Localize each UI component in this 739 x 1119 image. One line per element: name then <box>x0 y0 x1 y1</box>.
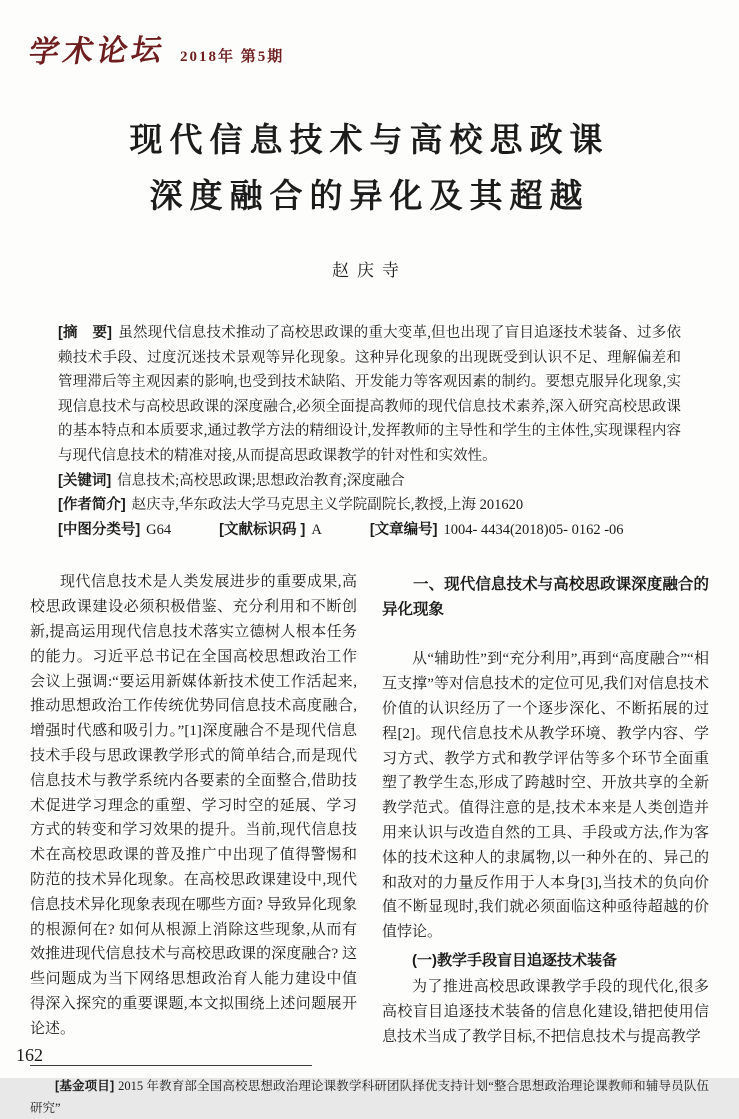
article-number-value: 1004- 4434(2018)05- 0162 -06 <box>443 521 624 538</box>
author-bio-text: 赵庆寺,华东政法大学马克思主义学院副院长,教授,上海 201620 <box>131 497 524 514</box>
right-column <box>382 570 709 1049</box>
section-heading-1: 一、现代信息技术与高校思政课深度融合的异化现象 <box>382 576 709 619</box>
section-1-paragraph: 从“辅助性”到“充分利用”,再到“高度融合”“相互支撑”等对信息技术的定位可见,我们对信息技术价值的认识经历了一个逐步深化、不断拓展的过程[2]。现代信息技术从教学环境、教学内容、学习方式、教学方式和教学评估等多个环节全面重塑了教学生态,形成了跨越时空、开放共享的全新教学范式。值得注意的是,技术本来是人类创造并用来认识与改造自然的工具、手段或方法,作为客体的技术这种人的隶属物,以一种外在的、异己的和敌对的力量反作用于人本身[3],当技术的负向价值不断显现时,我们就必须面临这种亟待超越的价值悖论。 <box>382 651 709 941</box>
keywords <box>58 469 681 494</box>
author-bio-label: [作者简介] <box>58 497 126 514</box>
subsection-1-1-paragraph: 为了推进高校思政课教学手段的现代化,很多高校盲目追逐技术装备的信息化建设,错把使用信息技术当成了教学目标,不把信息技术与提高教学 <box>382 978 709 1045</box>
left-column <box>30 570 357 1049</box>
article-title-line1: 现代信息技术与高校思政课 <box>129 121 610 158</box>
meta-row <box>58 518 681 543</box>
author-bio <box>58 493 681 518</box>
abstract-label: [摘 要] <box>58 325 113 341</box>
journal-header <box>26 26 709 71</box>
keywords-label: [关键词] <box>58 472 112 489</box>
subsection-heading-1-1: (一)教学手段盲目追逐技术装备 <box>412 951 617 969</box>
article-author: 赵庆寺 <box>332 261 407 280</box>
clc-value: G64 <box>146 521 172 538</box>
article-title <box>30 112 709 224</box>
document-code-value: A <box>311 521 322 538</box>
funding-text: 2015 年教育部全国高校思想政治理论课教学科研团队择优支持计划“整合思想政治理论课教师和辅导员队伍研究” <box>30 1079 709 1116</box>
document-code-label: [文献标识码 ] <box>219 521 306 538</box>
article-title-line2: 深度融合的异化及其超越 <box>149 177 590 214</box>
footnote-separator <box>30 1065 312 1066</box>
frontmatter <box>58 321 681 542</box>
clc-number <box>58 518 171 543</box>
clc-label: [中图分类号] <box>58 521 141 538</box>
funding-footnote <box>30 1075 709 1119</box>
abstract-text: 虽然现代信息技术推动了高校思政课的重大变革,但也出现了盲目追逐技术装备、过多依赖技术手段、过度沉迷技术景观等异化现象。这种异化现象的出现既受到认识不足、理解偏差和管理滞后等主观因素的影响,也受到技术缺陷、开发能力等客观因素的制约。要想克服异化现象,实现信息技术与高校思政课的深度融合,必须全面提高教师的现代信息技术素养,深入研究高校思政课的基本特点和本质要求,通过教学方法的精细设计,发挥教师的主导性和学生的主体性,实现课程内容与现代信息技术的精准对接,从而提高思政课教学的针对性和实效性。 <box>58 325 681 464</box>
page-number: 162 <box>16 1045 43 1065</box>
body-columns <box>30 570 709 1049</box>
funding-label: [基金项目] <box>55 1079 115 1094</box>
document-code <box>219 518 322 543</box>
article-number-label: [文章编号] <box>369 521 438 538</box>
keywords-text: 信息技术;高校思政课;思想政治教育;深度融合 <box>117 472 405 489</box>
abstract <box>58 321 681 469</box>
intro-paragraph: 现代信息技术是人类发展进步的重要成果,高校思政课建设必须积极借鉴、充分利用和不断创新,提高运用现代信息技术落实立德树人根本任务的能力。习近平总书记在全国高校思想政治工作会议上强调:“要运用新媒体新技术使工作活起来,推动思想政治工作传统优势同信息技术高度融合,增强时代感和吸引力。”[1]深度融合不是现代信息技术手段与思政课教学形式的简单结合,而是现代信息技术与教学系统内各要素的全面整合,借助技术促进学习理念的重塑、学习时空的延展、学习方式的转变和学习效果的提升。当前,现代信息技术在高校思政课的普及推广中出现了值得警惕和防范的技术异化现象。在高校思政课建设中,现代信息技术异化现象表现在哪些方面? 导致异化现象的根源何在? 如何从根源上消除这些现象,从而有效推进现代信息技术与高校思政课的深度融合? 这些问题成为当下网络思想政治育人能力建设中值得深入探究的重要课题,本文拟围绕上述问题展开论述。 <box>30 574 357 1037</box>
journal-issue: 2018年 第5期 <box>180 49 285 65</box>
article-number <box>370 518 624 543</box>
journal-logo: 学术论坛 <box>26 32 169 71</box>
